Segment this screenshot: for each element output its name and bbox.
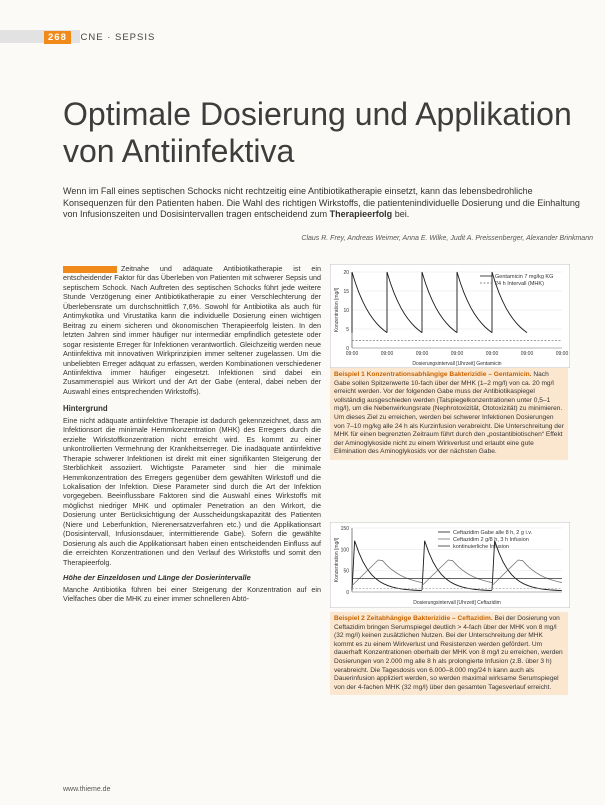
background-paragraph: Eine nicht adäquate antiinfektive Therapie ist dadurch gekennzeichnet, dass am Infektionsort die minimale Hemmkonzentration (MHK) des Erregers durch die erzielte Wirkstoffkonzentration nicht erreicht wird. Es kommt zu einer unkontrollierten Vermehrung der Krankheitserreger. Die inadäquate antiinfektive Therapie schwerer Infektionen ist direkt mit einer signifikanten Steigerung der Sterblichkeit assoziiert. Wichtigste Parameter sind hier die minimale Hemmkonzentration des Erregers gegenüber dem gewählten Wirkstoff und die Lokalisation der Infektion. Diese Parameter sind durch die Art der Infektion vorgegeben. Beeinflussbare Faktoren sind die Auswahl eines Wirkstoffs mit möglichst niedriger MHK und optimaler Penetration an den Wirkort, die Dosierung unter Berücksichtigung der Ausscheidungskapazität des Patienten (Niere und Leberfunktion, Nierenersatzverfahren etc.) und die Applikationsart (Dosisintervall, Infusionsdauer, intermittierende Gabe). Sofern die gewählte Dosierung als auch die Applikationsart haben einen entscheidenden Einfluss auf die erreichten Konzentrationen und den Verlauf des Wirkstoffs und somit den Therapieerfolg. xyxy=(63,415,321,567)
intro-paragraph xyxy=(63,264,321,396)
f2-legend-entry: Ceftazidim Gabe alle 8 h, 2 g i.v. xyxy=(453,530,533,536)
f2-legend-entry: kontinuierliche Infusion xyxy=(453,544,509,550)
f1-y-tick: 15 xyxy=(343,289,349,295)
f1-x-tick: 09:00 xyxy=(450,351,464,357)
f2-y-tick: 150 xyxy=(340,526,349,532)
section-label: CNE · SEPSIS xyxy=(80,32,156,43)
f1-legend-entry: Gentamicin 7 mg/kg KG xyxy=(495,274,554,280)
f1-x-tick: 09:00 xyxy=(345,351,359,357)
caption-1-text: Nach Gabe sollen Spitzenwerte 10-fach über der MHK (1–2 mg/l) von ca. 20 mg/l erreicht werden. Vor der folgenden Gabe muss der Antibiotikaspiegel vollständig ausgeschieden werden (Talspiegelkonzentrationen unter 0,5–1 mg/l), um die Nebenwirkungsrate (Nephrotoxizität, Ototoxizität) zu minimieren. Um dieses Ziel zu erreichen, werden bei schwerer Infektionen Dosierungen von 7–10 mg/kg alle 24 h als Kurzinfusion verabreicht. Die Unterschreitung der MHK für einen begrenzten Zeitraum führt durch den „postantibiotischen“ Effekt der Aminoglykoside nicht zu einem Wirkverlust und erlaubt eine gute Elimination des Aminoglykosids vor der nächsten Gabe. xyxy=(334,371,564,456)
figure-2-caption xyxy=(330,612,568,695)
caption-2-title: Zeitabhängige Bakterizidie – Ceftazidim. xyxy=(366,615,493,622)
lead-end: bei. xyxy=(392,209,410,220)
f1-x-tick: 09:00 xyxy=(555,351,569,357)
lead-text: Wenn im Fall eines septischen Schocks nicht rechtzeitig eine Antibiotikatherapie einsetzt, kann das lebensbedrohliche Konsequenzen für den Patienten haben. Die Wahl des richtigen Wirkstoffs, die patientenindividuelle Dosierung und die Einhaltung von Infusionszeiten und Dosisintervallen tragen entscheidend zum xyxy=(63,186,580,220)
intro-text: Zeitnahe und adäquate Antibiotikatherapie ist ein entscheidender Faktor für das Überleben von Patienten mit schwerer Sepsis und septischem Schock. Nach Auftreten des septischen Schocks führt jede weitere Stunde Verzögerung einer Antibiotikatherapie zu einer Verschlechterung der Überlebensrate um durchschnittlich 7,6%. Sowohl für Antibiotika als auch für Antimykotika und Virustatika kann die individuelle Dosierung einen wichtigen Beitrag zu einem sicheren und ökonomischen Therapieerfolg leisten. In den letzten Jahren sind immer häufiger nur intermediär empfindlich getestete oder sogar resistente Erreger für Infektionen verantwortlich. Gleichzeitig werden neue Antiinfektiva mit innovativen Wirkprinzipien immer seltener zugelassen. Um die unbeliebten Erreger adäquat zu erfassen, werden Kombinationen verschiedener Antiinfektiva immer häufiger eingesetzt. Infektionen sind dabei ein Zusammenspiel aus Wirkort und der Art der Gabe (enteral, dabei neben der Auswahl eines entsprechenden Wirkstoffs). xyxy=(63,264,321,396)
f1-y-tick: 5 xyxy=(346,327,349,333)
f1-x-tick: 09:00 xyxy=(415,351,429,357)
article-title: Optimale Dosierung und Applikation von Antiinfektiva xyxy=(63,96,572,169)
lead-bold: Therapieerfolg xyxy=(329,209,393,220)
heading-background: Hintergrund xyxy=(63,404,108,414)
lead-paragraph xyxy=(63,186,593,221)
f2-y-tick: 0 xyxy=(346,590,349,596)
accent-bar xyxy=(63,266,117,273)
f1-legend-entry: 24 h Intervall (MHK) xyxy=(495,281,544,287)
f1-x-tick: 09:00 xyxy=(520,351,534,357)
caption-2-text: Bei der Dosierung von Ceftazidim bringen Serumspiegel deutlich > 4-fach über der MHK von 8 mg/l (32 mg/l) keinen zusätzlichen Nutzen. Bei der Unterschreitung der MHK kommt es zu einem Wirkverlust und Resistenzen werden gefördert. Um dauerhaft Konzentrationen oberhalb der MHK von 8 mg/l zu erreichen, werden Dosierungen von 2.000 mg alle 8 h als prolongierte Infusion (z.B. über 3 h) verabreicht. Die Tagesdosis von 6.000–8.000 mg/24 h kann auch als Dauerinfusion appliziert werden, so werden maximal wirksame Serumspiegel von der 4-fachen MHK (32 mg/l) über den gesamten Tagesverlauf erreicht. xyxy=(334,615,563,691)
figure-1 xyxy=(330,264,570,368)
f1-y-label: Konzentration [mg/l] xyxy=(334,287,340,333)
figure-1-chart xyxy=(330,264,570,368)
f2-y-label: Konzentration [mg/l] xyxy=(334,537,340,583)
caption-2-label: Beispiel 2 xyxy=(334,615,365,622)
f2-legend-entry: Ceftazidim 2 g/8 h, 3 h Infusion xyxy=(453,537,529,543)
f1-x-label: Dosierungsintervall [Uhrzeit] Gentamicin xyxy=(412,361,502,367)
f1-y-tick: 10 xyxy=(343,308,349,314)
figure-2-chart xyxy=(330,522,570,608)
heading-dose: Höhe der Einzeldosen und Länge der Dosierintervalle xyxy=(63,573,251,583)
authors: Claus R. Frey, Andreas Weimer, Anna E. Wilke, Judit A. Preissenberger, Alexander Brinkmann xyxy=(301,235,593,242)
figure-2 xyxy=(330,522,570,608)
f1-y-tick: 0 xyxy=(346,346,349,352)
caption-1-title: Konzentrationsabhängige Bakterizidie – Gentamicin. xyxy=(366,371,532,378)
page-number: 268 xyxy=(44,31,71,44)
f2-y-tick: 100 xyxy=(340,547,349,554)
dose-paragraph: Manche Antibiotika führen bei einer Steigerung der Konzentration auf ein Vielfaches über die MHK zu einer immer schnelleren Abtö- xyxy=(63,584,321,603)
caption-1-label: Beispiel 1 xyxy=(334,371,365,378)
figure-1-caption xyxy=(330,368,568,460)
f1-y-tick: 20 xyxy=(343,270,349,276)
footer-url: www.thieme.de xyxy=(63,786,111,793)
f2-y-tick: 50 xyxy=(343,568,349,575)
f1-x-tick: 09:00 xyxy=(485,351,499,357)
body-column xyxy=(63,264,321,603)
f1-x-tick: 09:00 xyxy=(380,351,394,357)
f2-x-label: Dosierungsintervall [Uhrzeit] Ceftazidim xyxy=(413,600,501,606)
page-header xyxy=(44,31,155,44)
